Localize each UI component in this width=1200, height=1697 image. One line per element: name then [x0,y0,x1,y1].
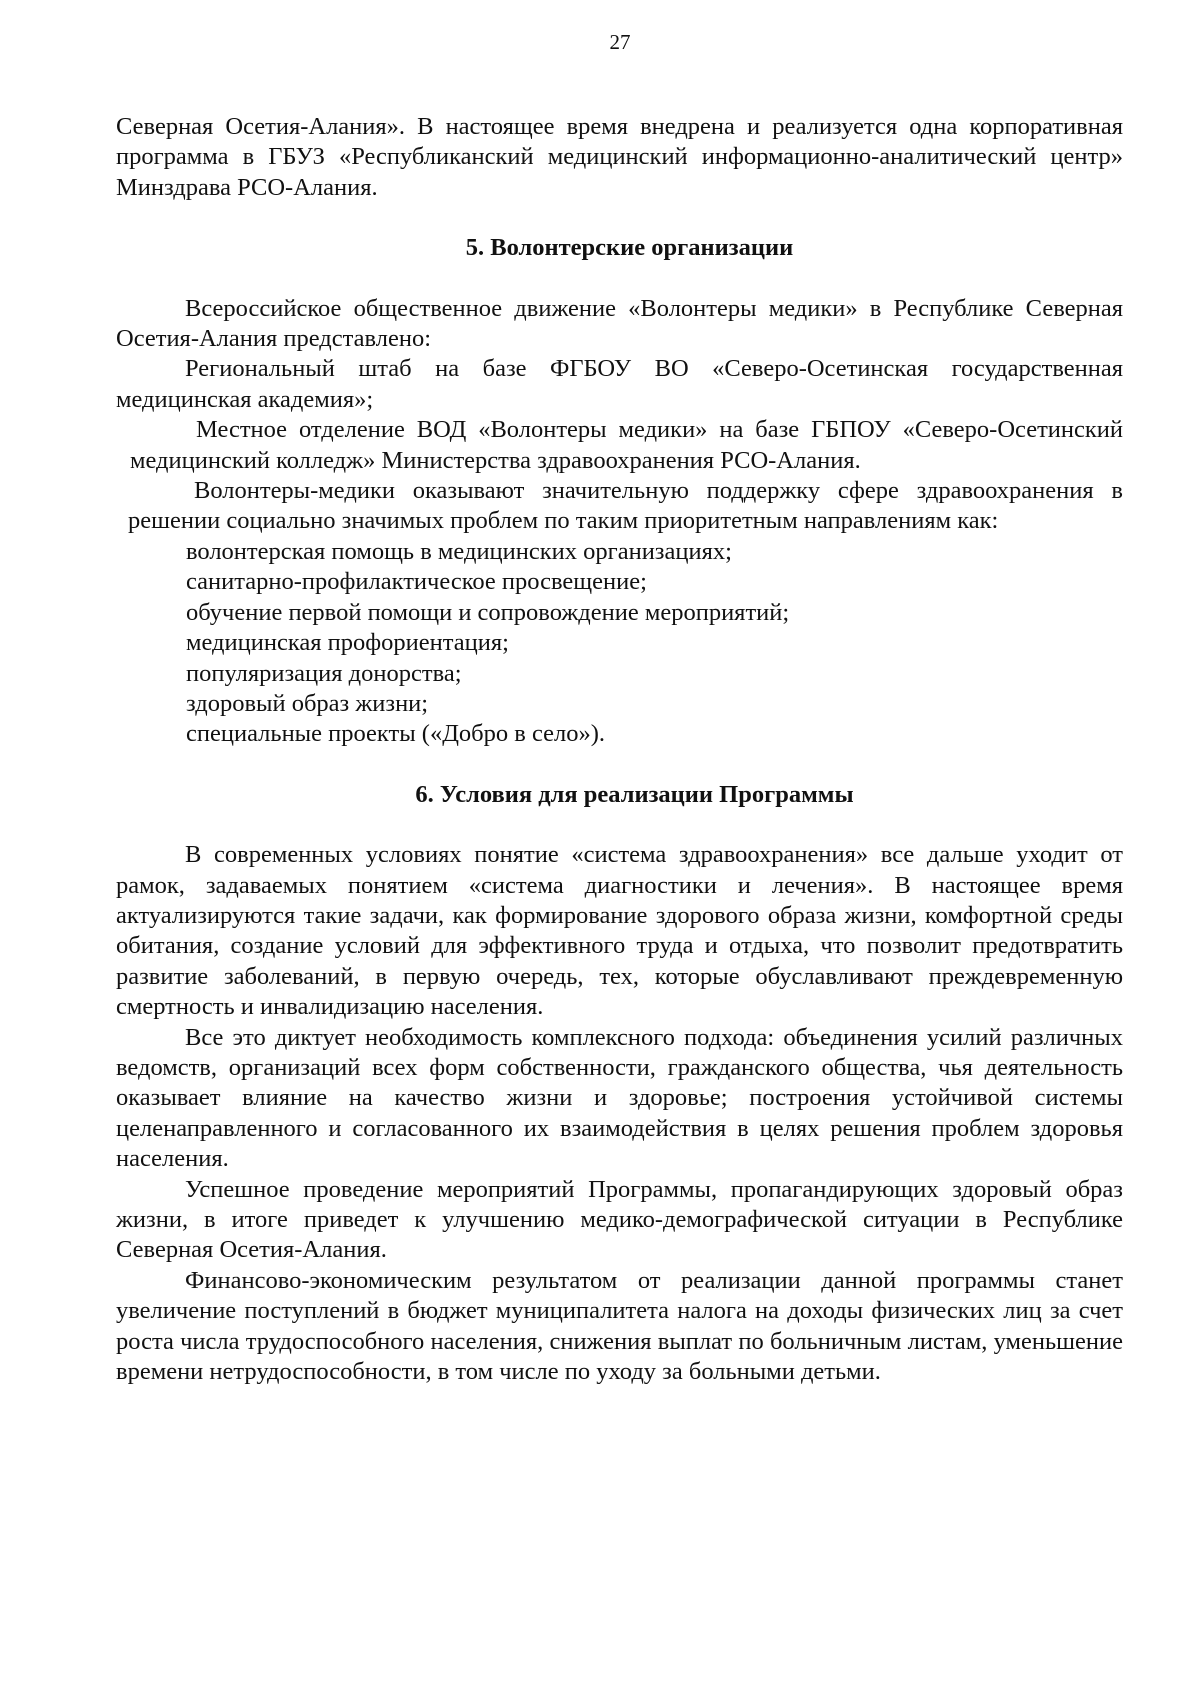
section-6-paragraph-3: Успешное проведение мероприятий Программы, пропагандирующих здоровый образ жизни, в итоге приведет к улучшению медико-демографической ситуации в Республике Северная Осетия-Алания. [116,1175,1123,1264]
intro-paragraph: Северная Осетия-Алания». В настоящее время внедрена и реализуется одна корпоративная программа в ГБУЗ «Республиканский медицинский информационно-аналитический центр» Минздрава РСО-Алания. [116,113,1123,201]
list-item: медицинская профориентация; [186,629,509,657]
list-item: специальные проекты («Добро в село»). [186,720,606,748]
section-6-heading: 6. Условия для реализации Программы [415,780,854,808]
section-6-paragraph-2: Все это диктует необходимость комплексного подхода: объединения усилий различных ведомств, организаций всех форм собственности, гражданского общества, чья деятельность оказывает влияние на качество жизни и здоровье; построения устойчивой системы целенаправленного и согласованного их взаимодействия в целях решения проблем здоровья населения. [116,1023,1123,1173]
section-5-paragraph-4: Волонтеры-медики оказывают значительную поддержку сфере здравоохранения в решении социально значимых проблем по таким приоритетным направлениям как: [128,477,1123,535]
section-5-paragraph-2: Региональный штаб на базе ФГБОУ ВО «Северо-Осетинская государственная медицинская академия»; [116,355,1123,413]
list-item: санитарно-профилактическое просвещение; [186,568,647,596]
list-item: обучение первой помощи и сопровождение мероприятий; [186,598,790,626]
section-6-paragraph-1: В современных условиях понятие «система здравоохранения» все дальше уходит от рамок, задаваемых понятием «система диагностики и лечения». В настоящее время актуализируются такие задачи, как формирование здорового образа жизни, комфортной среды обитания, создание условий для эффективного труда и отдыха, что позволит предотвратить развитие заболеваний, в первую очередь, тех, которые обуславливают преждевременную смертность и инвалидизацию населения. [116,841,1123,1021]
list-item: волонтерская помощь в медицинских организациях; [186,537,732,565]
section-5-paragraph-1: Всероссийское общественное движение «Волонтеры медики» в Республике Северная Осетия-Алания представлено: [116,294,1123,353]
list-item: популяризация донорства; [186,659,462,687]
page-number: 27 [609,30,631,54]
section-6-paragraph-4: Финансово-экономическим результатом от реализации данной программы станет увеличение поступлений в бюджет муниципалитета налога на доходы физических лиц за счет роста числа трудоспособного населения, снижения выплат по больничным листам, уменьшение времени нетрудоспособности, в том числе по уходу за больными детьми. [116,1266,1123,1386]
section-5-paragraph-3: Местное отделение ВОД «Волонтеры медики» на базе ГБПОУ «Северо-Осетинский медицинский колледж» Министерства здравоохранения РСО-Алания. [130,416,1123,474]
document-body [116,112,1123,1387]
volunteer-directions-list [116,537,1123,750]
section-5-heading: 5. Волонтерские организации [465,234,794,262]
list-item: здоровый образ жизни; [186,689,429,717]
